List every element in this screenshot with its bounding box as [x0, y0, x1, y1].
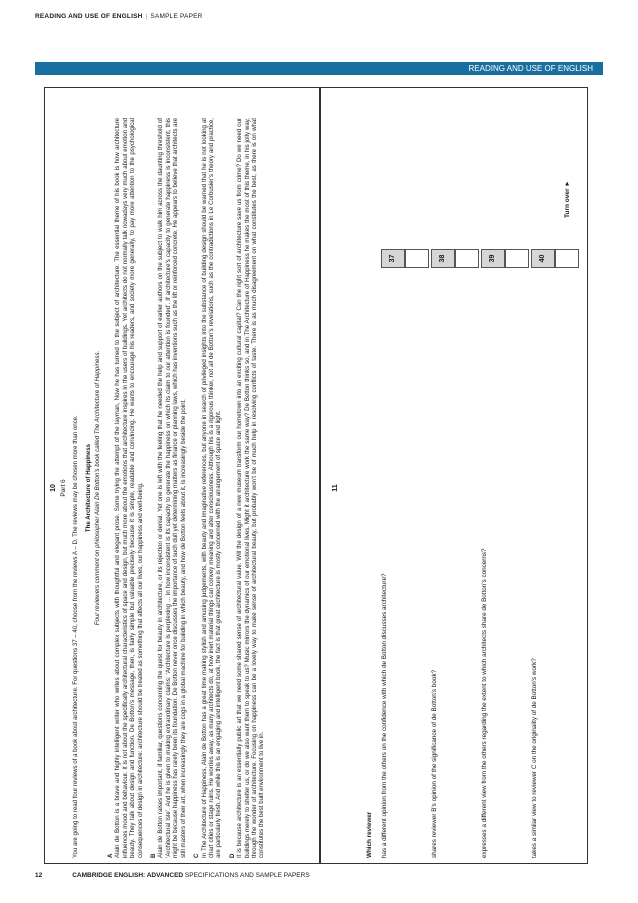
header-separator: |: [145, 13, 148, 20]
question-number-box: 40: [531, 249, 555, 268]
left-page-number: 10: [50, 484, 57, 492]
header-subtitle: SAMPLE PAPER: [150, 13, 203, 20]
section-banner: READING AND USE OF ENGLISH: [35, 62, 603, 75]
review-d-text: It is because architecture is an essentially public art that we need some shared sense of architectural value. Will the design of a new museum transform our hometown into an exciting cultural capital? Can the right sort of architecture save us from crime? Do we need our buildings merely to shelter us, or do we also want them to speak to us? Music mirrors the dynamics of our emotional lives. Might it architecture work the same way? De Botton thinks so, and in The Architecture of Happiness he makes the most of this theme, in his jolly way, through the wonder of architecture. Focusing on happiness can be a lovely way to make sense of architectural beauty, but probably won’t be of much help in resolving conflicts of taste. There is as much disagreement on what constitutes the best, as there is on what constitutes the best built environment to live in.: [236, 118, 266, 858]
right-page-number: 11: [332, 484, 339, 492]
review-b-letter: B: [150, 853, 158, 858]
right-page-content: [326, 118, 581, 858]
part-heading: Part 6: [60, 479, 68, 497]
review-a-letter: A: [107, 853, 115, 858]
footer-subtitle: SPECIFICATIONS AND SAMPLE PAPERS: [184, 872, 310, 879]
question-text: has a different opinion from the others on the confidence with which de Botton discusses architecture?: [381, 573, 388, 858]
answer-box[interactable]: [505, 249, 529, 268]
which-reviewer-label: Which reviewer: [366, 811, 373, 858]
page-footer: [35, 872, 310, 879]
text-subtitle: Four reviewers comment on philosopher Alain De Botton’s book called The Architecture of Happiness.: [93, 350, 101, 626]
footer-page-number: 12: [35, 872, 43, 879]
answer-box[interactable]: [555, 249, 579, 268]
turn-over-label: Turn over ►: [564, 180, 571, 218]
review-d-letter: D: [228, 853, 236, 858]
review-c-letter: C: [193, 853, 201, 858]
question-text: takes a similar view to reviewer C on the originality of de Botton’s work?: [531, 658, 538, 858]
review-a-text: Alain de Botton is a brave and highly intelligent writer who writes about complex subjects with thoughtful and elegant prose. Some trying the attempt of the layman, Now he has turned to the subject of architecture. The essential theme of his book is how architecture influences mood and behaviour. It is not about the specifically architectural characteristics of space and design, but much more about the emotions that architecture inspires in the users of buildings. Yet architects do not normally talk nowadays very much about emotion and beauty. They talk about design and function. De Botton’s message, then, is fairly simple but valuable precisely because it is simple, readable and convincing. He wants to encourage his readers, and society more generally, to pay more attention to the psychological consequences of design in architecture: architecture should be treated as something that affects all our lives, our happiness and well-being.: [114, 118, 144, 858]
question-number-box: 38: [431, 249, 455, 268]
question-number-box: 37: [381, 249, 405, 268]
answer-box[interactable]: [405, 249, 429, 268]
text-title: The Architecture of Happiness: [85, 443, 93, 533]
question-text: expresses a different view from the others regarding the extent to which architects share de Botton’s concerns?: [481, 548, 488, 858]
left-page-content: [50, 118, 310, 858]
question-text: shares reviewer B’s opinion of the significance of de Botton’s book?: [431, 669, 438, 858]
question-number-box: 39: [481, 249, 505, 268]
answer-box[interactable]: [455, 249, 479, 268]
page-header: [35, 13, 203, 20]
task-instructions: You are going to read four reviews of a book about architecture. For questions 37 – 40, choose from the reviews A – D. The reviews may be chosen more than once.: [71, 415, 79, 858]
header-title: READING AND USE OF ENGLISH: [35, 13, 143, 20]
footer-title: CAMBRIDGE ENGLISH: ADVANCED: [72, 872, 184, 879]
review-b-text: Alain de Botton raises important, if familiar, questions concerning the quest for beauty in architecture, or its rejection or denial. Yet one is left with the feeling that he needed the help and support of earlier authors on the subject to walk him across the daunting threshold of ‘Architectural Isle’. And he is given to making extraordinary claims: ‘Architecture is perplexing ... in how inconsistent is its capacity to generate the happiness on which its claim to our attention is founded’. If architecture’s capacity to generate happiness is inconsistent, this might be because happiness has rarely been its foundation. De Botton never once discusses the importance of such dull yet determining matters as finance or planning laws, which has inventions such as the lift or reinforced concrete. He appears to believe that architects are still masters of their art, when increasingly they are cogs in a global machine for building in which beauty, and how de Botton feels about it, is increasingly beside the point.: [157, 118, 187, 858]
review-c-text: In The Architecture of Happiness, Alain de Botton has a great time making stylish and amusing judgements, with beauty and imaginative references, but anyone in search of privileged insights into the substance of building design should be warned that he is not looking at chart cities or stage ruins. He worries away, as many architects do, at how inert material things can convey meaning and alter consciousness. Although his is a rigorous thinker, not all de Botton’s revelations, such as the contradictions in Le Corbusier’s theory and practice, are particularly fresh. And while this is an engaging and intelligent book, the fact is that great architecture is mostly concerned with the arrangement of space and light.: [200, 118, 223, 858]
